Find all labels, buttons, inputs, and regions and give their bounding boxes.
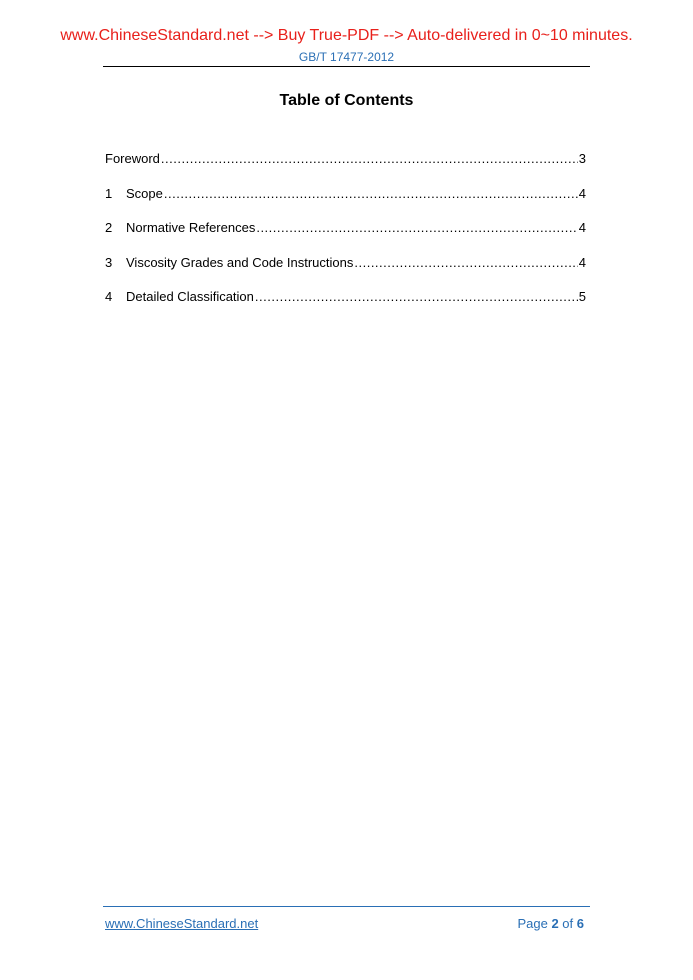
toc-entry-text: Viscosity Grades and Code Instructions: [126, 254, 354, 270]
toc-leader-dots: [164, 185, 578, 202]
toc-entry-page: 3: [578, 151, 586, 166]
toc-entry-text: Foreword: [105, 151, 160, 166]
page-prefix: Page: [517, 916, 548, 931]
standard-code: GB/T 17477-2012: [298, 50, 395, 64]
toc-leader-dots: [255, 288, 578, 305]
toc-entry-page: 4: [578, 254, 586, 270]
toc-entry-number: 1: [105, 185, 113, 201]
toc-entry-normative-references[interactable]: [105, 219, 586, 254]
header-divider: [103, 66, 590, 67]
toc-entry-page: 4: [578, 185, 586, 201]
toc-leader-dots: [161, 150, 578, 167]
toc-entry-text: Detailed Classification: [126, 289, 254, 304]
page-of-label: of: [562, 916, 574, 931]
current-page-number: 2: [551, 916, 559, 931]
toc-entry-foreword[interactable]: [105, 150, 586, 185]
toc-leader-dots: [354, 254, 577, 271]
toc-entry-number: 3: [105, 254, 113, 270]
toc-entry-page: 4: [578, 220, 586, 235]
page-indicator: [517, 916, 584, 931]
total-page-number: 6: [576, 916, 584, 931]
toc-entry-page: 5: [578, 289, 586, 304]
toc-entry-number: 4: [105, 289, 113, 304]
promo-banner[interactable]: www.ChineseStandard.net --> Buy True-PDF --> Auto-delivered in 0~10 minutes.: [60, 27, 633, 44]
toc-entry-scope[interactable]: [105, 185, 586, 220]
toc-title: Table of Contents: [279, 92, 414, 109]
toc-entry-viscosity-grades[interactable]: [105, 254, 586, 289]
table-of-contents: [105, 150, 586, 323]
toc-entry-number: 2: [105, 220, 113, 235]
footer-website-link[interactable]: www.ChineseStandard.net: [105, 916, 259, 931]
toc-entry-text: Scope: [126, 185, 163, 201]
toc-leader-dots: [256, 219, 577, 236]
toc-entry-text: Normative References: [126, 220, 256, 235]
toc-entry-detailed-classification[interactable]: [105, 288, 586, 323]
footer-divider: [103, 906, 590, 907]
